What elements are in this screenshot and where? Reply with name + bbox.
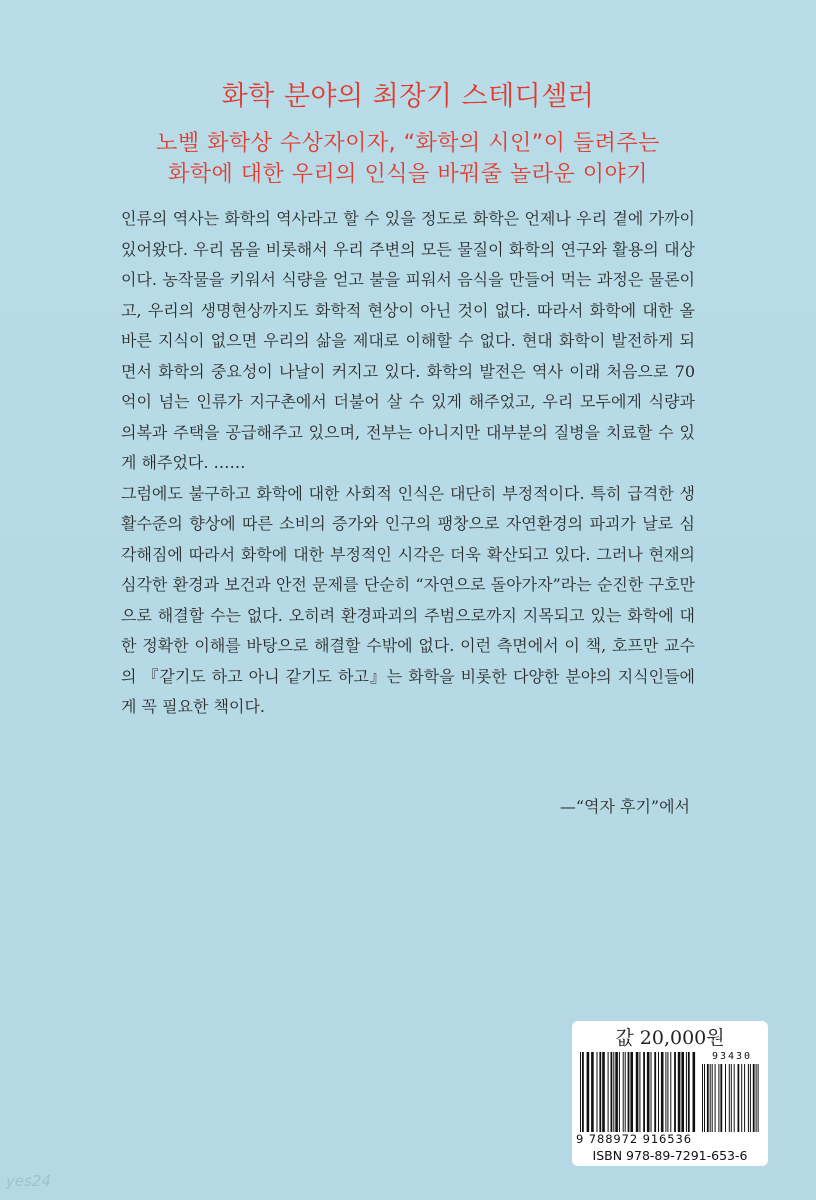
barcode-bar (678, 1052, 681, 1132)
barcode-bar (758, 1064, 759, 1132)
barcode-bar (611, 1052, 613, 1132)
barcode-bar (686, 1052, 687, 1132)
barcode-bar (670, 1052, 671, 1132)
barcode-bar (597, 1052, 598, 1132)
barcode-bar (665, 1052, 666, 1132)
barcode-bar (681, 1052, 684, 1132)
barcode-bar (591, 1052, 594, 1132)
blurb-body (121, 204, 695, 723)
cover-subheadline-2: 화학에 대한 우리의 인식을 바꿔줄 놀라운 이야기 (167, 162, 648, 187)
barcode-bar (729, 1064, 730, 1132)
barcode-bar (587, 1052, 590, 1132)
isbn-barcode (578, 1050, 764, 1134)
addon-digits: 93430 (711, 1051, 753, 1062)
barcode-bar (625, 1052, 626, 1132)
barcode-bar (688, 1052, 690, 1132)
barcode-bar (651, 1052, 652, 1132)
barcode-bar (654, 1052, 656, 1132)
barcode-bar (725, 1064, 726, 1132)
barcode-bar (744, 1064, 745, 1132)
barcode-bar (712, 1064, 713, 1132)
ean-digits: 9 788972 916536 (576, 1132, 692, 1146)
blurb-paragraph-1: 인류의 역사는 화학의 역사라고 할 수 있을 정도로 화학은 언제나 우리 곁에 가까이 있어왔다. 우리 몸을 비롯해서 우리 주변의 모든 물질이 화학의 연구와 활용의 대상이다. 농작물을 키워서 식량을 얻고 불을 피워서 음식을 만들어 먹는 과정은 물론이고, 우리의 생명현상까지도 화학적 현상이 아닌 것이 없다. 따라서 화학에 대한 올바른 지식이 없으면 우리의 삶을 제대로 이해할 수 없다. 현대 화학이 발전하게 되면서 화학의 중요성이 나날이 커지고 있다. 화학의 발전은 역사 이래 처음으로 70억이 넘는 인류가 지구촌에서 더불어 살 수 있게 해주었고, 우리 모두에게 식량과 의복과 주택을 공급해주고 있으며, 전부는 아니지만 대부분의 질병을 치료할 수 있게 해주었다. …… (121, 209, 695, 472)
price-label: 값 20,000원 (615, 1027, 725, 1049)
barcode-bar (753, 1064, 755, 1132)
barcode-bar (658, 1052, 659, 1132)
barcode-bar (615, 1052, 618, 1132)
barcode-bar (636, 1052, 639, 1132)
isbn-number: ISBN 978-89-7291-653-6 (592, 1148, 748, 1163)
barcode-bar (619, 1052, 620, 1132)
barcode-bar (639, 1052, 640, 1132)
barcode-bar (704, 1064, 705, 1132)
barcode-bar (613, 1052, 614, 1132)
barcode-bar (630, 1052, 633, 1132)
barcode-bar (707, 1064, 709, 1132)
barcode-bar (582, 1052, 584, 1132)
barcode-bar (647, 1052, 650, 1132)
barcode-bar (623, 1052, 624, 1132)
barcode-bar (756, 1064, 757, 1132)
barcode-bar (643, 1052, 645, 1132)
barcode-panel (572, 1021, 768, 1166)
barcode-bar (750, 1064, 751, 1132)
cover-headline: 화학 분야의 최장기 스테디셀러 (221, 81, 595, 112)
watermark-logo: yes24 (6, 1172, 52, 1190)
barcode-bar (693, 1052, 696, 1132)
barcode-bar (720, 1064, 722, 1132)
barcode-bar (661, 1052, 664, 1132)
barcode-bar (580, 1052, 581, 1132)
barcode-bar (748, 1064, 749, 1132)
barcode-bar (710, 1064, 711, 1132)
barcode-bar (715, 1064, 716, 1132)
barcode-bar (734, 1064, 735, 1132)
barcode-bar (628, 1052, 630, 1132)
barcode-bar (738, 1064, 740, 1132)
blurb-paragraph-2: 그럼에도 불구하고 화학에 대한 사회적 인식은 대단히 부정적이다. 특히 급격한 생활수준의 향상에 따른 소비의 증가와 인구의 팽창으로 자연환경의 파괴가 날로 심각해짐에 따라서 화학에 대한 부정적인 시각은 더욱 확산되고 있다. 그러나 현재의 심각한 환경과 보건과 안전 문제를 단순히 “자연으로 돌아가자”라는 순진한 구호만으로 해결할 수는 없다. 오히려 환경파괴의 주범으로까지 지목되고 있는 화학에 대한 정확한 이해를 바탕으로 해결할 수밖에 없다. 이런 측면에서 이 책, 호프만 교수의 『같기도 하고 아니 같기도 하고』는 화학을 비롯한 다양한 분야의 지식인들에게 꼭 필요한 책이다. (121, 483, 695, 716)
barcode-bar (718, 1064, 719, 1132)
barcode-bar (599, 1052, 601, 1132)
barcode-bar (702, 1064, 703, 1132)
barcode-bar (667, 1052, 668, 1132)
cover-subheadline-1: 노벨 화학상 수상자이자, “화학의 시인”이 들려주는 (156, 131, 660, 156)
blurb-attribution: —“역자 후기”에서 (559, 797, 690, 816)
barcode-bar (608, 1052, 609, 1132)
barcode-bar (674, 1052, 676, 1132)
barcode-bar (731, 1064, 732, 1132)
barcode-bar (602, 1052, 605, 1132)
barcode-bar (741, 1064, 742, 1132)
